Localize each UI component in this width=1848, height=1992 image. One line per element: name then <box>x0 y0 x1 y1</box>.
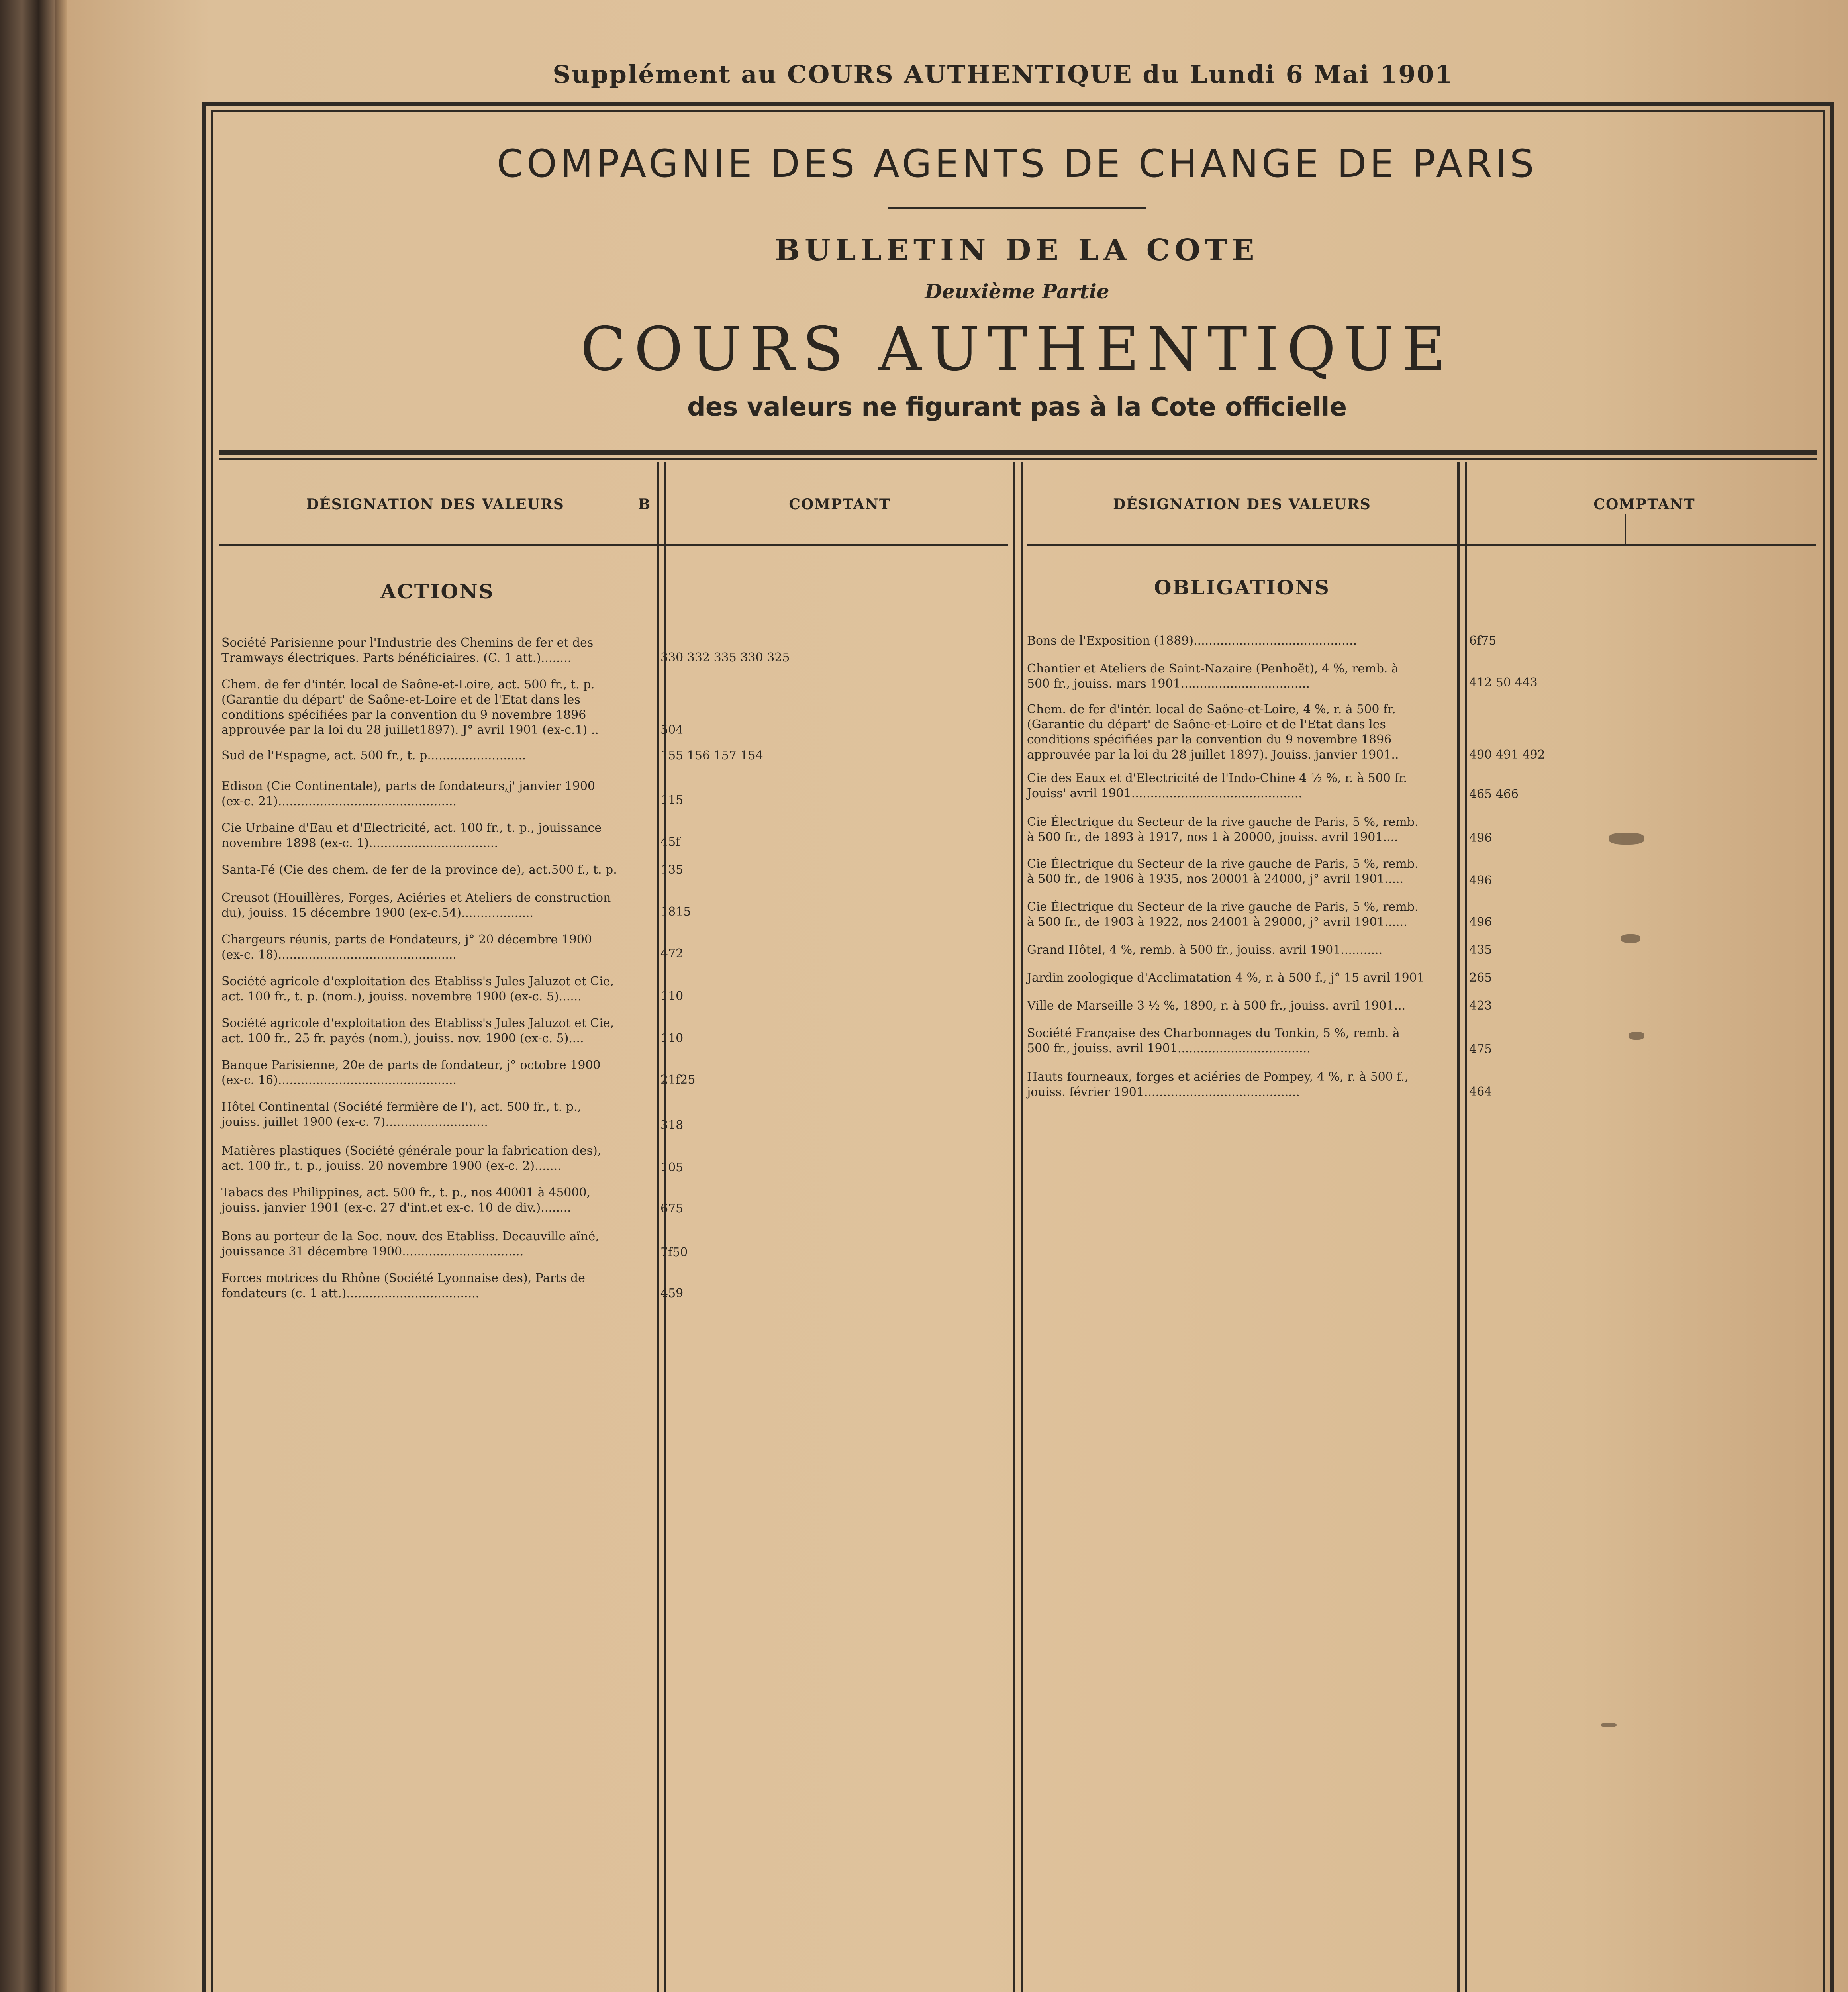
actions-row-16-price: 459 <box>660 1286 684 1300</box>
actions-row-10-name: Société agricole d'exploitation des Etabliss's Jules Jaluzot et Cie, act. 100 fr., 25 fr. payés (nom.), jouiss. nov. 1900 (ex-c. 5).... <box>221 1016 614 1045</box>
obligations-row-1-price: 6f75 <box>1469 634 1497 648</box>
actions-row-7-name: Creusot (Houillères, Forges, Aciéries et Ateliers de construction du), jouiss. 15 décembre 1900 (ex-c.54)................... <box>221 891 611 920</box>
actions-row-4-name: Edison (Cie Continentale), parts de fondateurs,j' janvier 1900 (ex-c. 21)............................................... <box>221 779 596 808</box>
obligations-row-5-price: 496 <box>1469 831 1492 845</box>
obligations-row-10-name: Ville de Marseille 3 ½ %, 1890, r. à 500 fr., jouiss. avril 1901... <box>1027 999 1406 1013</box>
obligations-row-3-price: 490 491 492 <box>1469 748 1545 762</box>
bulletin-title: BULLETIN DE LA COTE <box>775 233 1259 267</box>
actions-row-6-name: Santa-Fé (Cie des chem. de fer de la province de), act.500 f., t. p. <box>221 863 617 877</box>
ink-blot <box>1601 1723 1617 1727</box>
actions-row-15-name: Bons au porteur de la Soc. nouv. des Etabliss. Decauville aîné, jouissance 31 décembre 1900................................ <box>221 1229 599 1259</box>
table-top-rule <box>219 450 1817 455</box>
book-binding <box>0 0 55 1992</box>
actions-row-14-name: Tabacs des Philippines, act. 500 fr., t. p., nos 40001 à 45000, jouiss. janvier 1901 (ex-c. 27 d'int.et ex-c. 10 de div.)........ <box>221 1186 591 1215</box>
obligations-row-6-price: 496 <box>1469 874 1492 888</box>
ink-blot <box>1629 1032 1644 1040</box>
obligations-row-7-name: Cie Électrique du Secteur de la rive gauche de Paris, 5 %, remb. à 500 fr., de 1903 à 1922, nos 24001 à 29000, j° avril 1901...... <box>1027 900 1419 929</box>
actions-row-16-name: Forces motrices du Rhône (Société Lyonnaise des), Parts de fondateurs (c. 1 att.)................................... <box>221 1271 585 1300</box>
actions-row-2-name: Chem. de fer d'intér. local de Saône-et-Loire, act. 500 fr., t. p. (Garantie du départ' de Saône-et-Loire et de l'Etat dans les conditions spécifiées par la convention du 9 novembre 1896 approuvée par la loi du 28 juillet1897). J° avril 1901 (ex-c.1) .. <box>221 678 599 737</box>
partie-label: Deuxième Partie <box>925 280 1109 303</box>
divider-right-comptant-b <box>1465 462 1467 1992</box>
divider-center <box>1013 462 1015 1992</box>
ink-blot <box>1609 833 1644 845</box>
header-rule-left <box>219 544 1008 546</box>
obligations-row-10-price: 423 <box>1469 999 1492 1013</box>
actions-row-1-name: Société Parisienne pour l'Industrie des Chemins de fer et des Tramways électriques. Parts bénéficiaires. (C. 1 att.)........ <box>221 636 594 665</box>
obligations-row-7-price: 496 <box>1469 915 1492 929</box>
divider-left-comptant <box>657 462 659 1992</box>
obligations-row-9-name: Jardin zoologique d'Acclimatation 4 %, r. à 500 f., j° 15 avril 1901 <box>1027 971 1425 985</box>
obligations-row-5-name: Cie Électrique du Secteur de la rive gauche de Paris, 5 %, remb. à 500 fr., de 1893 à 1917, nos 1 à 20000, jouiss. avril 1901.... <box>1027 815 1419 844</box>
actions-row-5-name: Cie Urbaine d'Eau et d'Electricité, act. 100 fr., t. p., jouissance novembre 1898 (ex-c. 1).................................. <box>221 821 602 850</box>
col-b-left: B <box>638 496 651 513</box>
actions-row-2-price: 504 <box>660 723 684 737</box>
actions-row-15-price: 7f50 <box>660 1245 688 1259</box>
obligations-row-11-name: Société Française des Charbonnages du Tonkin, 5 %, remb. à 500 fr., jouiss. avril 1901................................... <box>1027 1026 1400 1055</box>
divider-right-comptant <box>1457 462 1460 1992</box>
obligations-row-2-name: Chantier et Ateliers de Saint-Nazaire (Penhoët), 4 %, remb. à 500 fr., jouiss. mars 1901.................................. <box>1027 662 1399 691</box>
col-comptant-right: COMPTANT <box>1593 496 1695 513</box>
col-designation-left: DÉSIGNATION DES VALEURS <box>306 496 564 513</box>
obligations-row-6-name: Cie Électrique du Secteur de la rive gauche de Paris, 5 %, remb. à 500 fr., de 1906 à 1935, nos 20001 à 24000, j° avril 1901..... <box>1027 857 1419 886</box>
obligations-row-12-name: Hauts fourneaux, forges et aciéries de Pompey, 4 %, r. à 500 f., jouiss. février 1901......................................... <box>1027 1070 1409 1099</box>
page-gutter <box>55 0 67 1992</box>
actions-row-6-price: 135 <box>660 863 684 877</box>
obligations-row-2-price: 412 50 443 <box>1469 676 1538 690</box>
subtitle: des valeurs ne figurant pas à la Cote officielle <box>687 392 1347 422</box>
actions-row-8-price: 472 <box>660 947 684 961</box>
supplement-header: Supplément au COURS AUTHENTIQUE du Lundi 6 Mai 1901 <box>553 60 1454 89</box>
obligations-row-4-name: Cie des Eaux et d'Electricité de l'Indo-Chine 4 ½ %, r. à 500 fr. Jouiss' avril 1901............................................. <box>1027 771 1407 800</box>
actions-row-12-name: Hôtel Continental (Société fermière de l'), act. 500 fr., t. p., jouiss. juillet 1900 (ex-c. 7)........................... <box>221 1100 581 1129</box>
actions-row-3-price: 155 156 157 154 <box>660 749 763 763</box>
col-comptant-left: COMPTANT <box>789 496 891 513</box>
divider-left-comptant-b <box>664 462 666 1992</box>
actions-row-12-price: 318 <box>660 1118 684 1132</box>
col-designation-right: DÉSIGNATION DES VALEURS <box>1113 496 1371 513</box>
obligations-row-9-price: 265 <box>1469 971 1492 985</box>
actions-row-4-price: 115 <box>660 793 684 807</box>
divider-right-sub <box>1625 514 1626 546</box>
actions-row-11-price: 21f25 <box>660 1073 696 1087</box>
newspaper-page <box>67 0 1848 1992</box>
company-title: COMPAGNIE DES AGENTS DE CHANGE DE PARIS <box>497 141 1537 186</box>
actions-row-13-name: Matières plastiques (Société générale pour la fabrication des), act. 100 fr., t. p., jouiss. 20 novembre 1900 (ex-c. 2)....... <box>221 1144 602 1173</box>
obligations-row-8-price: 435 <box>1469 943 1492 957</box>
actions-row-11-name: Banque Parisienne, 20e de parts de fondateur, j° octobre 1900 (ex-c. 16)............................................... <box>221 1058 601 1087</box>
obligations-row-11-price: 475 <box>1469 1042 1492 1056</box>
actions-title: ACTIONS <box>380 580 494 603</box>
actions-row-5-price: 45f <box>660 835 680 849</box>
obligations-row-12-price: 464 <box>1469 1085 1492 1099</box>
header-rule-right <box>1027 544 1816 546</box>
actions-row-7-price: 1815 <box>660 905 691 919</box>
obligations-title: OBLIGATIONS <box>1154 576 1331 599</box>
obligations-row-4-price: 465 466 <box>1469 787 1519 801</box>
obligations-row-1-name: Bons de l'Exposition (1889)........................................... <box>1027 634 1357 648</box>
actions-row-13-price: 105 <box>660 1161 684 1174</box>
actions-row-9-price: 110 <box>660 989 684 1003</box>
actions-row-9-name: Société agricole d'exploitation des Etabliss's Jules Jaluzot et Cie, act. 100 fr., t. p. (nom.), jouiss. novembre 1900 (ex-c. 5)...... <box>221 974 614 1004</box>
divider-center-b <box>1021 462 1023 1992</box>
ink-blot <box>1621 934 1640 943</box>
actions-row-3-name: Sud de l'Espagne, act. 500 fr., t. p.......................... <box>221 749 526 763</box>
actions-row-14-price: 675 <box>660 1202 684 1216</box>
actions-row-8-name: Chargeurs réunis, parts de Fondateurs, j° 20 décembre 1900 (ex-c. 18)............................................... <box>221 933 592 962</box>
title-rule <box>888 207 1146 209</box>
cours-title: COURS AUTHENTIQUE <box>580 315 1454 384</box>
actions-row-10-price: 110 <box>660 1031 684 1045</box>
obligations-row-8-name: Grand Hôtel, 4 %, remb. à 500 fr., jouiss. avril 1901........... <box>1027 943 1383 957</box>
actions-row-1-price: 330 332 335 330 325 <box>660 651 790 665</box>
obligations-row-3-name: Chem. de fer d'intér. local de Saône-et-Loire, 4 %, r. à 500 fr. (Garantie du départ' de Saône-et-Loire et de l'Etat dans les conditions spécifiées par la convention du 9 novembre 1896 approuvée par la loi du 28 juillet 1897). Jouiss. janvier 1901.. <box>1027 702 1399 762</box>
table-top-rule-thin <box>219 458 1817 460</box>
